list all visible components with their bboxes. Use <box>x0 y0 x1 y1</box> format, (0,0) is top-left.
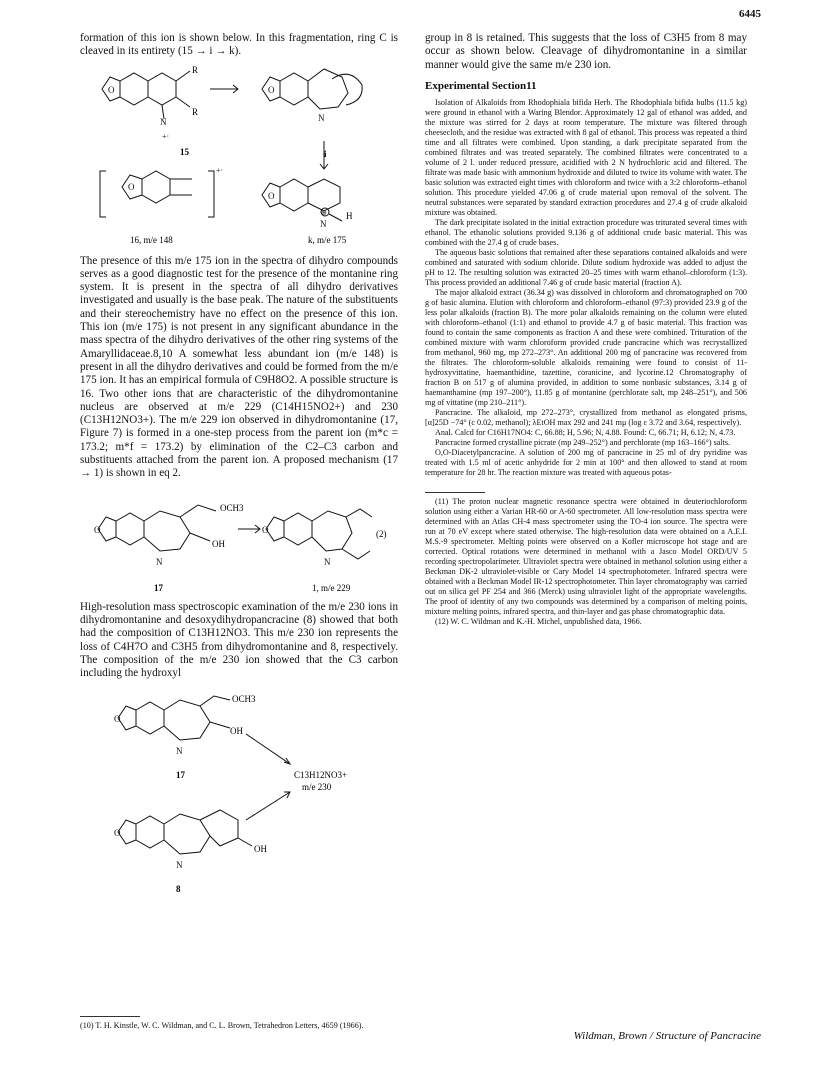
svg-text:N: N <box>318 112 325 123</box>
right-intro-paragraph: group in 8 is retained. This suggests that the loss of C3H5 from 8 may occur as shown below. Cleavage of dihydromontanine in a similar manner would give the same m/e 230 ion. <box>425 32 747 71</box>
ion-mass: m/e 230 <box>302 782 332 793</box>
svg-text:O: O <box>128 181 135 192</box>
svg-text:O: O <box>114 828 121 839</box>
footnote-10: (10) T. H. Kinstle, W. C. Wildman, and C. L. Brown, Tetrahedron Letters, 4659 (1966). <box>80 1021 364 1030</box>
och3-label-2: OCH3 <box>232 694 256 705</box>
scheme-2-structures <box>80 481 398 601</box>
oh-label-2: OH <box>230 726 243 737</box>
svg-text:+·: +· <box>216 165 224 175</box>
scheme-2 <box>80 481 398 601</box>
scheme-1-structures <box>80 59 398 255</box>
compound-17-label: 17 <box>154 582 163 593</box>
svg-text:O: O <box>94 524 101 535</box>
footnote-12: (12) W. C. Wildman and K.-H. Michel, unpublished data, 1966. <box>435 616 642 626</box>
experimental-paragraph-5: Pancracine. The alkaloid, mp 272–273°, crystallized from methanol as elongated prisms, [α]25D −74° (c 0.02, methanol); λEtOH max 292 and 241 mμ (log ε 3.72 and 3.64, respectively). <box>425 407 747 427</box>
svg-text:N: N <box>176 860 183 871</box>
experimental-paragraph-8: O,O-Diacetylpancracine. A solution of 200 mg of pancracine in 25 ml of dry pyridine was treated with 1.5 ml of acetic anhydride for 2 min at 100° and then allowed to stand at room temperature for 28 hr. The reaction mixture was treated with aqueous potas- <box>425 447 747 477</box>
svg-text:H: H <box>346 210 353 221</box>
experimental-paragraph-6: Anal. Calcd for C16H17NO4: C, 66.88; H, 5.96; N, 4.88. Found: C, 66.71; H, 6.12; N, 4.73. <box>435 427 736 437</box>
oh-label-3: OH <box>254 844 267 855</box>
och3-label: OCH3 <box>220 502 244 513</box>
svg-text:O: O <box>114 714 121 725</box>
svg-text:N: N <box>156 556 163 567</box>
experimental-paragraph-3: The aqueous basic solutions that remained after these separations contained alkaloids and were combined and saturated with sodium chloride. Dilute sodium hydroxide was added to adjust the pH to 12. The resulting solution was extracted 20–25 times with warm ethanol–chloroform (1:3). This process provided an additional 7.46 g of crude basic material (fraction A). <box>425 247 747 287</box>
left-footnotes <box>80 1010 398 1031</box>
left-paragraph-2: High-resolution mass spectroscopic examination of the m/e 230 ions in dihydromontanine and desoxydihydropancracine (8) showed that both had the composition of C13H12NO3. This m/e 230 ion represents the loss of C4H7O and C3H5 from dihydromontanine and 8, respectively. The composition of the m/e 230 ion showed that the C3 carbon including the hydroxyl <box>80 600 398 680</box>
svg-text:O: O <box>268 84 275 95</box>
scheme-3 <box>80 680 398 920</box>
scheme-3-structures <box>80 680 398 920</box>
svg-text:N: N <box>324 556 331 567</box>
left-column <box>80 32 398 920</box>
svg-text:N: N <box>320 218 327 229</box>
compound-16-label: 16, m/e 148 <box>130 234 173 245</box>
svg-text:N: N <box>160 116 167 127</box>
experimental-paragraph-4: The major alkaloid extract (36.34 g) was dissolved in chloroform and chromatographed on 700 g of basic alumina. Elution with chloroform and chloroform–ethanol (97:3) provided 23.9 g of the less polar alkaloids (fraction B). The more polar alkaloids remaining on the column were eluted with chloroform–ethanol (1:1) and ethanol to provide 4.7 g of basic material. This fraction was found to contain the same components as fraction A and these were combined. Trituration of the combined mixture with warm chloroform provided crude pancracine which was recrystallized from methanol, 960 mg, mp 272–273°. An additional 200 mg of pancracine was recovered from the filtrates. The chloroform-soluble alkaloids remaining were found to consist of 11-hydroxyvittatine, haemanthidine, tazettine, coranicine, and lycorine.12 Chromatography of fraction B on 517 g of alumina provided, in addition to some nonbasic substances, 3.14 g of haemanthamine (mp 197–200°), 11.85 g of montanine (perchlorate salt, mp 248–251°), and 506 mg of vittatine (mp 210–211°). <box>425 287 747 407</box>
equation-number: (2) <box>376 528 387 539</box>
svg-text:N: N <box>176 746 183 757</box>
experimental-paragraph-1: Isolation of Alkaloids from Rhodophiala bifida Herb. The Rhodophiala bifida bulbs (11.5 kg) were ground in ethanol with a Waring Blendor. Approximately 12 gal of ethanol was added, and the mixture was stirred for 2 days at room temperature. The mixture was filtered through cheesecloth, and the residue was extracted with 8 gal of ethanol. This process was repeated a third time and all filtrates were combined. Upon standing, a dark precipitate separated from the combined filtrates and was treated separately. The combined filtrates were concentrated to a volume of 2 l. under reduced pressure, acidified with 2 N hydrochloric acid and filtered. The filtrate was made basic with ammonium hydroxide and diluted to twice its volume with water. The basic solution was extracted eight times with chloroform and twice with a 3:2 chloroform–ethanol solution. This procedure yielded 47.06 g of crude material upon removal of the solvent. The neutral substances were separated by standard extraction procedures and 27.4 g of crude alkaloid mixture was obtained. <box>425 97 747 217</box>
r-bottom-label: R <box>192 106 199 117</box>
right-column <box>425 32 747 627</box>
left-intro-paragraph: formation of this ion is shown below. In this fragmentation, ring C is cleaved in its entirety (15 → i → k). <box>80 32 398 58</box>
scheme-1 <box>80 59 398 255</box>
page-number: 6445 <box>739 8 761 20</box>
svg-text:+·: +· <box>162 131 170 141</box>
footnote-rule-right <box>425 492 485 493</box>
compound-8-label: 8 <box>176 884 181 895</box>
compound-15-label: 15 <box>180 146 189 157</box>
footnote-rule <box>80 1016 140 1017</box>
compound-1-label: 1, m/e 229 <box>312 582 351 593</box>
svg-text:O: O <box>262 524 269 535</box>
footnote-11: (11) The proton nuclear magnetic resonance spectra were obtained in deuteriochloroform solution using either a Varian HR-60 or A-60 spectrometer. All low-resolution mass spectra were determined with an Atlas CH-4 mass spectrometer using the TO-4 ion source. The spectra were run at 70 eV except where stated otherwise. The high-resolution data were obtained on a A.E.I. M.S.-9 spectrometer. Melting points were observed on a Kofler microscope hot stage and are corrected. Optical rotations were determined in methanol with a Jasco Model ORD/UV 5 recording spectropolarimeter. Ultraviolet spectra were obtained in methanol solution using either a Beckman DK-2 ultraviolet-visible or Cary Model 14 spectrophotometer. Infrared spectra were obtained with a Beckman Model IR-12 spectrophotometer. Thin layer chromatography was carried out on silica gel PF 254 and 366 (Merck) using ultraviolet light of the appropriate wavelengths. The proof of identity of any two compounds was determined by a comparison of melting points, mixture melting points, infrared spectra, and thin-layer and gas phase chromatographic data. <box>425 496 747 616</box>
oh-label: OH <box>212 538 225 549</box>
compound-17-label-2: 17 <box>176 770 185 781</box>
experimental-section-heading: Experimental Section11 <box>425 79 537 92</box>
compound-k-label: k, m/e 175 <box>308 234 347 245</box>
left-paragraph-1: The presence of this m/e 175 ion in the spectra of dihydro compounds serves as a good diagnostic test for the presence of the montanine ring system. It is present in the spectra of all dihydro derivatives investigated and usually is the base peak. The nature of the substituents and their stereochemistry have no effect on the presence of this ion. This ion (m/e 175) is not present in any significant abundance in the mass spectra of the dihydro derivatives of the other ring systems of the Amaryllidaceae.8,10 A somewhat less abundant ion (m/e 148) is present in all the dihydro derivatives and could be formed from the m/e 175 ion. It has an empirical formula of C9H8O2. A possible structure is 16. Two other ions that are characteristic of the dihydromontanine nucleus are observed at m/e 229 (C14H15NO2+) and 230 (C13H12NO3+). The m/e 229 ion observed in dihydromontanine (17, Figure 7) is formed in a one-step process from the parent ion (m*c = 173.2; m*f = 173.2) by elimination of the C2–C3 carbon and substituents attached from the parent ion. A proposed mechanism (17 → 1) is shown in eq 2. <box>80 254 398 480</box>
experimental-paragraph-2: The dark precipitate isolated in the initial extraction procedure was triturated several times with ethanol. The ethanolic solutions provided 9.136 g of additional crude basic material. This was combined with the 27.4 g of crude bases. <box>425 217 747 247</box>
ion-formula: C13H12NO3+ <box>294 770 348 781</box>
experimental-paragraph-7: Pancracine formed crystalline picrate (mp 249–252°) and perchlorate (mp 163–166°) salts. <box>435 437 731 447</box>
svg-text:O: O <box>108 84 115 95</box>
r-top-label: R <box>192 64 199 75</box>
compound-i-label: i <box>324 148 327 159</box>
svg-text:O: O <box>268 190 275 201</box>
svg-text:⊕: ⊕ <box>321 208 327 217</box>
running-footer: Wildman, Brown / Structure of Pancracine <box>573 1030 761 1042</box>
